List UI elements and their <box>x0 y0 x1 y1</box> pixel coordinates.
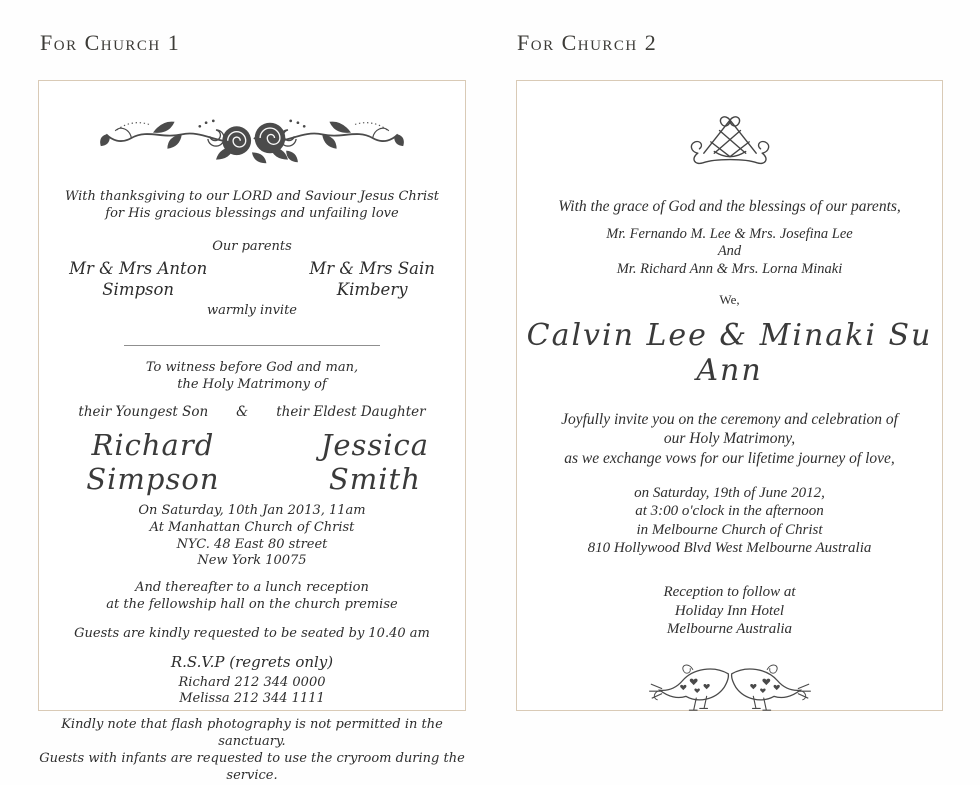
witness-line-1: To witness before God and man, <box>145 360 359 376</box>
rsvp-contact-2: Melissa 212 344 1111 <box>179 691 325 707</box>
invitation-card-church-1 <box>38 80 466 783</box>
invitation-line-1: Joyfully invite you on the ceremony and celebration of <box>561 410 898 428</box>
courtesy-note-line-2: Guests with infants are requested to use the cryroom during the service. <box>39 751 465 783</box>
venue-line-1: At Manhattan Church of Christ <box>149 519 355 535</box>
groom-parents-name: Mr. Fernando M. Lee & Mrs. Josefina Lee <box>606 226 853 243</box>
divider-rule <box>124 345 380 346</box>
invitation-line-2: our Holy Matrimony, <box>663 430 796 448</box>
blessing-line-1: With thanksgiving to our LORD and Saviour Jesus Christ <box>64 189 440 204</box>
warmly-invite-label: warmly invite <box>206 302 297 318</box>
invitation-line-3: as we exchange vows for our lifetime journey of love, <box>564 449 895 467</box>
bride-parents-name: Mr. Richard Ann & Mrs. Lorna Minaki <box>616 260 843 277</box>
courtesy-note-line-1: Kindly note that flash photography is not permitted in the sanctuary. <box>61 717 443 750</box>
rsvp-contacts <box>179 675 326 709</box>
bride-name: Jessica Smith <box>320 427 430 496</box>
blessing-text: With the grace of God and the blessings of our parents, <box>558 198 901 215</box>
relation-ampersand: & <box>236 404 249 421</box>
venue-line-2: 810 Hollywood Blvd West Melbourne Australia <box>587 539 872 556</box>
bride-parents-name: Mr & Mrs Sain Kimbery <box>309 258 435 300</box>
rsvp-contact-1: Richard 212 344 0000 <box>178 674 326 690</box>
invitation-text <box>561 410 898 468</box>
courtesy-note <box>39 717 465 785</box>
blessing-text <box>65 189 439 223</box>
and-label: And <box>717 243 742 260</box>
love-birds-icon <box>645 638 815 724</box>
couple-names: Calvin Lee & Minaki Su Ann <box>526 317 933 388</box>
we-label: We, <box>719 291 740 307</box>
relation-row <box>78 404 425 422</box>
witness-text <box>146 360 358 394</box>
reception-line-2: at the fellowship hall on the church premise <box>106 597 398 613</box>
column-heading-church-1: For Church 1 <box>40 30 181 55</box>
our-parents-label: Our parents <box>212 238 292 254</box>
reception-line-1: Reception to follow at <box>663 584 796 601</box>
groom-name: Richard Simpson <box>86 427 220 496</box>
couple-names <box>39 428 465 496</box>
venue-line-2: NYC. 48 East 80 street <box>176 536 328 552</box>
groom-parents-name: Mr & Mrs Anton Simpson <box>69 258 208 300</box>
witness-line-2: the Holy Matrimony of <box>177 377 327 393</box>
date-venue-block <box>588 484 872 557</box>
invitation-card-church-2 <box>516 80 943 711</box>
reception-line-3: Melbourne Australia <box>666 620 793 637</box>
date-venue-block <box>138 503 365 571</box>
blessing-line-2: for His gracious blessings and unfailing love <box>105 205 399 221</box>
ceremony-date-line-2: at 3:00 o'clock in the afternoon <box>635 503 824 520</box>
parents-names-row <box>39 258 465 301</box>
rose-garland-icon <box>96 111 408 165</box>
venue-line-1: in Melbourne Church of Christ <box>636 521 823 538</box>
column-heading-church-2: For Church 2 <box>517 30 658 55</box>
relation-bride: their Eldest Daughter <box>276 404 426 421</box>
reception-line-2: Holiday Inn Hotel <box>674 602 785 619</box>
rsvp-label: R.S.V.P (regrets only) <box>170 653 334 671</box>
relation-groom: their Youngest Son <box>78 404 209 421</box>
seating-note: Guests are kindly requested to be seated by 10.40 am <box>74 626 430 642</box>
reception-block <box>106 580 397 614</box>
reception-line-1: And thereafter to a lunch reception <box>135 580 369 596</box>
ceremony-date-line-1: on Saturday, 19th of June 2012, <box>634 485 825 502</box>
venue-line-3: New York 10075 <box>197 553 307 569</box>
filigree-knot-icon <box>682 113 778 169</box>
parents-block <box>606 226 852 277</box>
ceremony-date: On Saturday, 10th Jan 2013, 11am <box>138 502 366 518</box>
reception-block <box>663 583 795 638</box>
